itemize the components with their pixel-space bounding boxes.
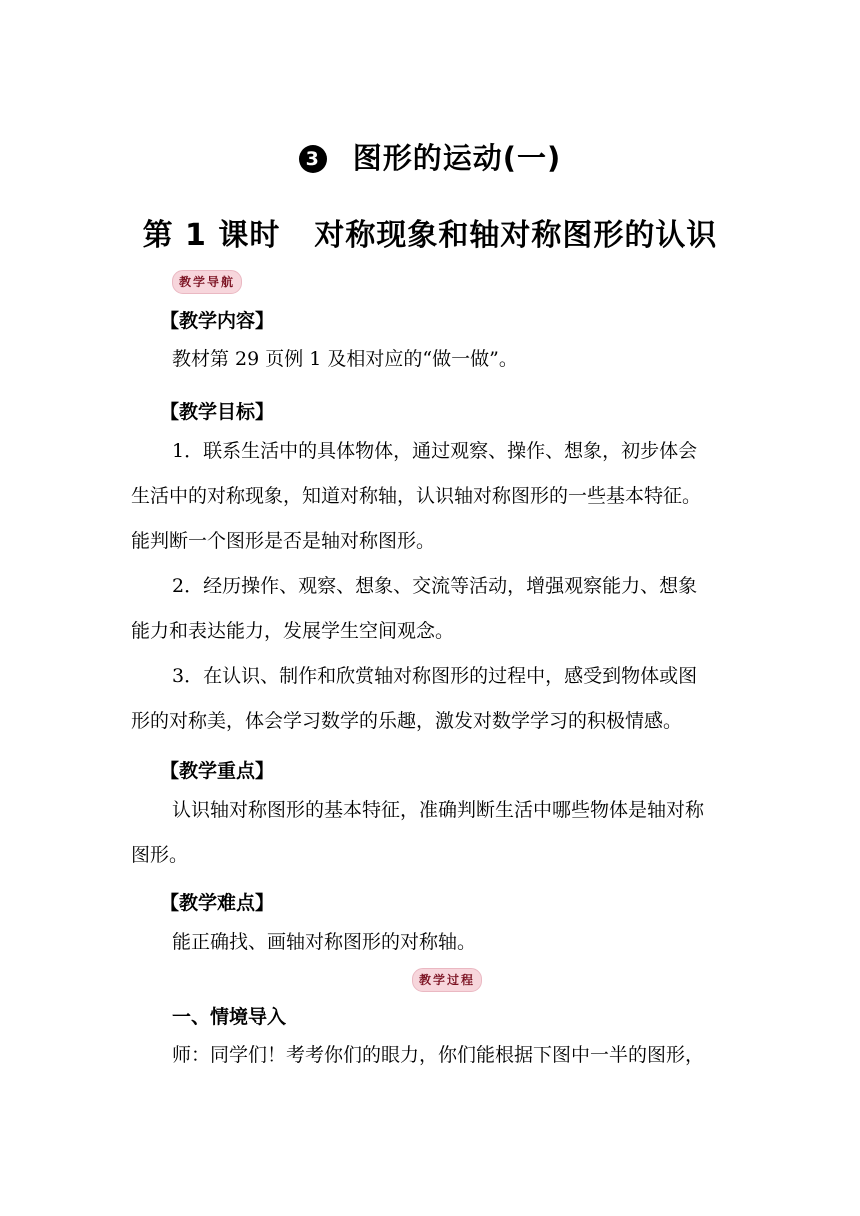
paragraph-line: 能判断一个图形是否是轴对称图形。 [131, 530, 436, 552]
goals-text [131, 429, 729, 744]
teaching-process-badge: 教学过程 [412, 968, 482, 992]
paragraph-line: 认识轴对称图形的基本特征，准确判断生活中哪些物体是轴对称 [172, 799, 705, 821]
difficulties-heading: 【教学难点】 [160, 892, 275, 914]
paragraph-line: 师：同学们！考考你们的眼力，你们能根据下图中一半的图形， [172, 1044, 705, 1066]
key-points-text [131, 788, 729, 878]
intro-heading: 一、情境导入 [172, 1006, 287, 1028]
paragraph-line: 2．经历操作、观察、想象、交流等活动，增强观察能力、想象 [172, 575, 698, 597]
paragraph-line: 能力和表达能力，发展学生空间观念。 [131, 620, 455, 642]
teaching-guide-badge: 教学导航 [172, 270, 242, 294]
paragraph-line: 1．联系生活中的具体物体，通过观察、操作、想象，初步体会 [172, 440, 698, 462]
lesson-title [0, 210, 860, 254]
intro-text [131, 1033, 729, 1078]
paragraph-line: 形的对称美，体会学习数学的乐趣，激发对数学学习的积极情感。 [131, 710, 683, 732]
lesson-title-text: 对称现象和轴对称图形的认识 [314, 218, 718, 253]
paragraph-line: 3．在认识、制作和欣赏轴对称图形的过程中，感受到物体或图 [172, 665, 698, 687]
content-heading: 【教学内容】 [160, 310, 275, 332]
paragraph-line: 生活中的对称现象，知道对称轴，认识轴对称图形的一些基本特征。 [131, 485, 702, 507]
chapter-title [0, 136, 860, 177]
paragraph-line: 图形。 [131, 844, 189, 866]
lesson-label: 第 1 课时 [142, 218, 281, 253]
difficulties-text [131, 920, 729, 965]
chapter-number: 3 [299, 145, 327, 173]
chapter-title-text: 图形的运动(一) [352, 141, 562, 175]
key-points-heading: 【教学重点】 [160, 760, 275, 782]
paragraph-line: 能正确找、画轴对称图形的对称轴。 [172, 931, 477, 953]
paragraph-line: 教材第 29 页例 1 及相对应的“做一做”。 [172, 348, 518, 370]
content-text [131, 337, 729, 382]
goals-heading: 【教学目标】 [160, 401, 275, 423]
